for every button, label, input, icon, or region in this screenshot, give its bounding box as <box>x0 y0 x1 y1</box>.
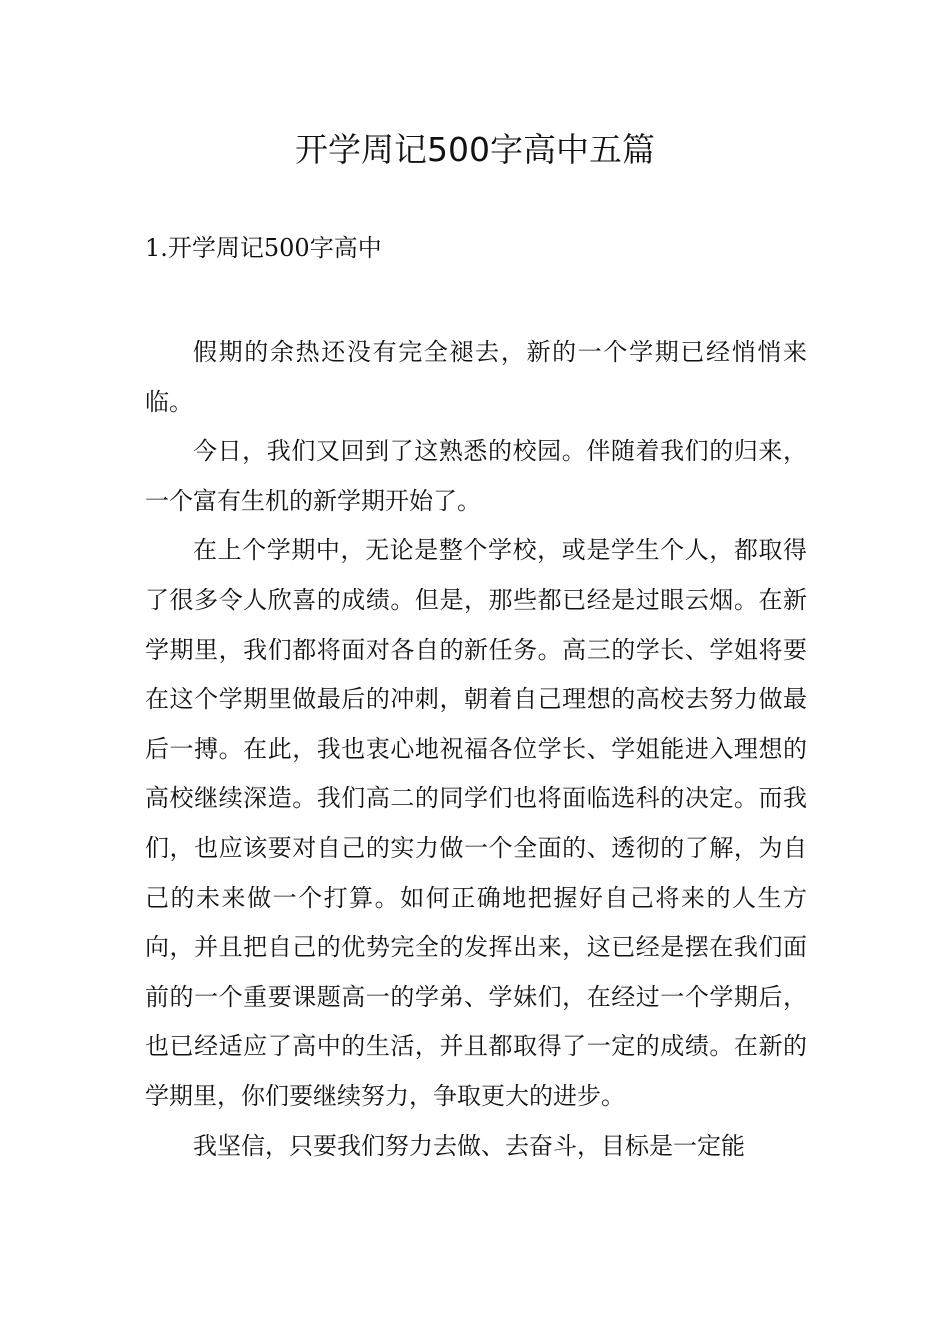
paragraph: 今日，我们又回到了这熟悉的校园。伴随着我们的归来，一个富有生机的新学期开始了。 <box>145 437 807 515</box>
section-heading: 1.开学周记500字高中 <box>145 234 382 262</box>
paragraph: 我坚信，只要我们努力去做、去奋斗，目标是一定能 <box>193 1131 745 1160</box>
paragraph: 假期的余热还没有完全褪去，新的一个学期已经悄悄来临。 <box>145 338 807 416</box>
paragraph: 在上个学期中，无论是整个学校，或是学生个人，都取得了很多令人欣喜的成绩。但是，那些都已经是过眼云烟。在新学期里，我们都将面对各自的新任务。高三的学长、学姐将要在这个学期里做最后的冲刺，朝着自己理想的高校去努力做最后一搏。在此，我也衷心地祝福各位学长、学姐能进入理想的高校继续深造。我们高二的同学们也将面临选科的决定。而我们，也应该要对自己的实力做一个全面的、透彻的了解，为自己的未来做一个打算。如何正确地把握好自己将来的人生方向，并且把自己的优势完全的发挥出来，这已经是摆在我们面前的一个重要课题高一的学弟、学妹们，在经过一个学期后，也已经适应了高中的生活，并且都取得了一定的成绩。在新的学期里，你们要继续努力，争取更大的进步。 <box>145 536 807 1110</box>
document-body <box>145 328 807 1171</box>
document-title: 开学周记500字高中五篇 <box>295 130 655 169</box>
